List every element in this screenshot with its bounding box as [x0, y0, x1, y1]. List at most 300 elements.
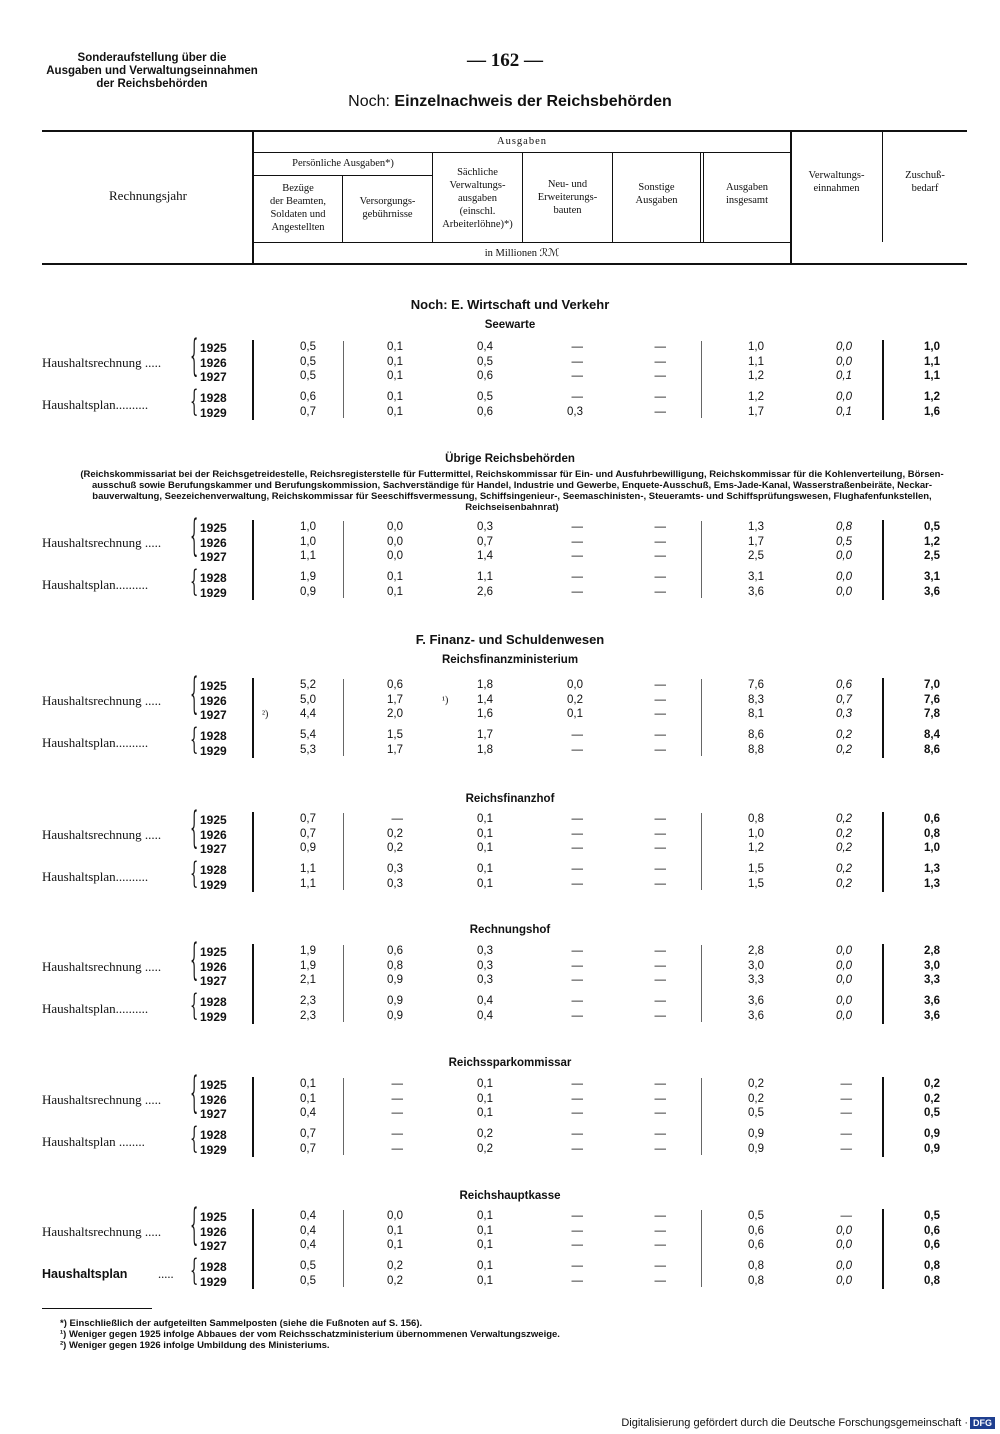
block-rule-left	[252, 340, 254, 420]
block-rule-right	[882, 520, 884, 600]
table-cell: 0,8	[748, 813, 764, 825]
table-cell: 1,0	[300, 535, 316, 548]
table-cell: 1,5	[748, 877, 764, 890]
col-header-insgesamt-l2: insgesamt	[726, 195, 768, 206]
col-header-zuschuss	[883, 169, 967, 195]
table-cell: —	[571, 1224, 583, 1237]
year-label: 1929	[200, 1142, 227, 1157]
block-rule-left	[252, 812, 254, 892]
table-cell: 7,6	[748, 679, 764, 691]
table-cell: 0,2	[836, 743, 852, 756]
table-cell: 0,0	[836, 585, 852, 598]
table-cell: 1,8	[477, 679, 493, 691]
row-label-haushaltsrechnung: Haushaltsrechnung .....	[42, 958, 162, 974]
table-cell: 7,8	[924, 708, 940, 720]
table-cell: —	[840, 1078, 852, 1090]
block-note-line-3: bauverwaltung, Seezeichenverwaltung, Reichskommissar für Seeschiffsvermessung, Schiffsingenieur-, Seemaschinisten-, Steueramts- und Schiffsprüfungswesen, Flughafenfunkstellen,	[92, 491, 932, 502]
col-header-bezuege-l2: der Beamten,	[270, 196, 326, 207]
table-cell: —	[571, 1274, 583, 1287]
table-cell: 2,5	[924, 550, 940, 562]
table-cell: 0,7	[300, 813, 316, 825]
table-cell: 0,5	[300, 355, 316, 368]
year-label: 1929	[200, 877, 227, 892]
table-cell: 1,0	[924, 842, 940, 854]
table-cell: 1,9	[300, 959, 316, 972]
table-cell: 0,5	[924, 1210, 940, 1222]
year-label: 1927	[200, 842, 227, 856]
table-cell: 0,9	[387, 974, 403, 986]
table-cell: 0,1	[836, 405, 852, 418]
table-cell: 0,1	[567, 708, 583, 720]
table-cell: 2,6	[477, 585, 493, 598]
table-cell: 1,0	[748, 827, 764, 840]
table-cell: 2,3	[300, 1009, 316, 1022]
table-cell: —	[654, 1078, 666, 1090]
page-title-text: Einzelnachweis der Reichsbehörden	[394, 93, 672, 110]
year-label: 1925	[200, 1210, 227, 1224]
table-cell: —	[654, 1009, 666, 1022]
table-cell: 0,4	[300, 1239, 316, 1251]
table-cell: 0,9	[924, 1142, 940, 1155]
block-rule-mid	[343, 1210, 344, 1287]
table-cell: —	[654, 995, 666, 1007]
block-title-reichssparkommissar: Reichssparkommissar	[448, 1057, 572, 1069]
table-cell: 1,9	[300, 571, 316, 583]
col-header-versorgung	[343, 195, 432, 221]
table-cell: —	[571, 813, 583, 825]
table-cell: 0,1	[387, 355, 403, 368]
table-cell: —	[654, 743, 666, 756]
table-cell: —	[391, 1128, 403, 1140]
col-header-saechliche-l5: Arbeiterlöhne)*)	[442, 219, 513, 230]
table-cell: 1,0	[300, 521, 316, 533]
block-rule-insg	[701, 813, 702, 890]
table-cell: 0,0	[836, 550, 852, 562]
year-label: 1929	[200, 1274, 227, 1289]
table-cell: 0,1	[477, 1092, 493, 1105]
table-cell: —	[571, 959, 583, 972]
col-header-neubauten-l1: Neu- und	[547, 179, 588, 190]
running-head-line-1: Sonderaufstellung über die	[77, 52, 227, 64]
table-cell: 1,3	[924, 877, 940, 890]
table-cell: 1,2	[924, 535, 940, 548]
table-cell: 0,0	[836, 1239, 852, 1251]
row-label-haushaltsplan: Haushaltsplan..........	[42, 869, 149, 884]
table-cell: 8,6	[924, 743, 940, 756]
table-cell: 1,1	[748, 355, 764, 368]
table-cell: 1,4	[477, 550, 493, 562]
table-cell: 1,7	[477, 729, 493, 741]
table-cell: 1,1	[924, 370, 940, 382]
block-title-rechnungshof: Rechnungshof	[469, 924, 551, 936]
table-cell: —	[571, 1142, 583, 1155]
table-cell: 0,0	[387, 521, 403, 533]
table-cell: 0,8	[748, 1274, 764, 1287]
table-cell: 0,3	[477, 945, 493, 957]
block-rule-left	[252, 1209, 254, 1289]
table-cell: 0,1	[477, 827, 493, 840]
table-cell: —	[654, 341, 666, 353]
table-cell: 0,0	[836, 1224, 852, 1237]
col-header-rechnungsjahr: Rechnungsjahr	[109, 188, 187, 203]
block-rule-insg	[701, 1078, 702, 1155]
table-cell: 1,9	[300, 945, 316, 957]
year-label: 1925	[200, 521, 227, 535]
table-cell: 1,5	[387, 729, 403, 741]
brace-icon: {	[190, 333, 199, 384]
year-label: 1929	[200, 1009, 227, 1024]
table-cell: 1,6	[924, 405, 940, 418]
table-cell: 2,8	[748, 945, 764, 957]
table-cell: 0,3	[477, 959, 493, 972]
table-cell: —	[654, 1274, 666, 1287]
col-header-insgesamt-l1: Ausgaben	[726, 182, 768, 193]
table-cell: 1,1	[924, 355, 940, 368]
table-cell: 0,6	[300, 391, 316, 403]
block-rule-mid	[343, 945, 344, 1022]
table-cell: 0,1	[387, 370, 403, 382]
row-label-haushaltsplan: Haushaltsplan..........	[42, 397, 149, 412]
block-note-line-1: (Reichskommissariat bei der Reichsgetreidestelle, Reichsregisterstelle für Futtermittel, Reichskommissar für Ein- und Ausfuhrbewilligung, Reichskommissar für die Kohlenverteilung, Börsen-	[80, 469, 944, 480]
table-cell: —	[654, 945, 666, 957]
table-cell: —	[571, 842, 583, 854]
row-label-haushaltsrechnung: Haushaltsrechnung .....	[42, 354, 162, 370]
table-cell: 0,6	[748, 1224, 764, 1237]
table-cell: 2,0	[387, 708, 403, 720]
header-bottom-rule	[42, 263, 967, 265]
table-cell: 0,5	[477, 355, 493, 368]
block-title-uebrige: Übrige Reichsbehörden	[445, 453, 575, 465]
table-cell: 0,8	[924, 1260, 940, 1272]
table-cell: 1,1	[477, 571, 493, 583]
table-cell: 0,1	[477, 863, 493, 875]
table-cell: 0,1	[477, 1239, 493, 1251]
table-cell: —	[654, 405, 666, 418]
running-head	[42, 52, 262, 91]
table-cell: 0,2	[387, 1274, 403, 1287]
col-header-neubauten-l3: bauten	[553, 205, 582, 216]
year-label: 1925	[200, 341, 227, 355]
col-header-sonstige-l1: Sonstige	[638, 182, 675, 193]
table-cell: —	[654, 585, 666, 598]
table-cell: 0,4	[477, 341, 493, 353]
year-label: 1925	[200, 945, 227, 959]
table-cell: 0,2	[836, 842, 852, 854]
table-cell: 1,2	[924, 391, 940, 403]
col-header-versorgung-l1: Versorgungs-	[359, 196, 416, 207]
page-title-prefix: Noch:	[348, 93, 390, 110]
year-label: 1926	[200, 355, 227, 370]
table-cell: 0,8	[748, 1260, 764, 1272]
table-cell: 0,9	[300, 585, 316, 598]
row-label-haushaltsplan: Haushaltsplan..........	[42, 1001, 149, 1016]
table-cell: 0,0	[836, 974, 852, 986]
table-cell: 0,1	[477, 877, 493, 890]
table-cell: 0,9	[387, 995, 403, 1007]
block-rule-right	[882, 812, 884, 892]
table-cell: —	[654, 959, 666, 972]
table-cell: —	[571, 370, 583, 382]
table-cell: 0,2	[836, 729, 852, 741]
credit-text: Digitalisierung gefördert durch die Deutsche Forschungsgemeinschaft ·	[621, 1417, 968, 1429]
table-cell: —	[654, 729, 666, 741]
table-cell: 0,7	[300, 1142, 316, 1155]
table-cell: 7,6	[924, 693, 940, 706]
table-cell: —	[571, 550, 583, 562]
table-cell: 0,1	[477, 1224, 493, 1237]
brace-icon: {	[190, 937, 199, 988]
section-heading-f: F. Finanz- und Schuldenwesen	[415, 632, 605, 647]
block-rule-left	[252, 520, 254, 600]
table-cell: —	[571, 1239, 583, 1251]
year-label: 1928	[200, 729, 227, 743]
table-cell: 0,2	[387, 1260, 403, 1272]
table-cell: 0,5	[477, 391, 493, 403]
block-rule-left	[252, 944, 254, 1024]
year-label: 1927	[200, 1107, 227, 1121]
col-header-saechliche-l2: Verwaltungs-	[449, 180, 506, 191]
table-cell: 1,4	[477, 693, 493, 706]
year-label: 1927	[200, 550, 227, 564]
table-cell: 0,2	[387, 842, 403, 854]
col-header-neubauten	[523, 178, 612, 217]
table-cell: 0,7	[836, 693, 852, 706]
year-label: 1925	[200, 1078, 227, 1092]
table-cell: —	[654, 535, 666, 548]
table-cell: 0,4	[300, 1210, 316, 1222]
table-cell: 1,3	[748, 521, 764, 533]
table-cell: 1,6	[477, 708, 493, 720]
table-cell: 0,9	[924, 1128, 940, 1140]
year-label: 1927	[200, 1239, 227, 1253]
table-cell: 0,1	[477, 1078, 493, 1090]
footnote-star: *) Einschließlich der aufgeteilten Sammelposten (siehe die Fußnoten auf S. 156).	[60, 1318, 423, 1329]
row-label-haushaltsrechnung: Haushaltsrechnung .....	[42, 826, 162, 842]
table-cell: —	[571, 1009, 583, 1022]
unit-rule	[254, 242, 790, 243]
table-cell: 0,6	[924, 1224, 940, 1237]
table-cell: 0,1	[477, 842, 493, 854]
table-cell: 0,4	[300, 1107, 316, 1119]
table-cell: 0,1	[387, 405, 403, 418]
footnote-2: ²) Weniger gegen 1926 infolge Umbildung des Ministeriums.	[60, 1340, 330, 1351]
table-cell: 0,2	[836, 813, 852, 825]
table-cell: —	[654, 1107, 666, 1119]
col-header-sonstige-l2: Ausgaben	[635, 195, 678, 206]
table-cell: 0,1	[387, 391, 403, 403]
brace-icon: {	[190, 385, 199, 421]
col-header-bezuege-l4: Angestellten	[271, 222, 325, 233]
table-cell: 8,6	[748, 729, 764, 741]
table-cell: —	[571, 1078, 583, 1090]
table-cell: 0,0	[836, 341, 852, 353]
table-cell: 0,4	[477, 995, 493, 1007]
block-title-seewarte: Seewarte	[484, 319, 536, 331]
col-header-zuschuss-l1: Zuschuß-	[905, 170, 945, 181]
table-cell: 3,6	[924, 1009, 940, 1022]
table-cell: 3,3	[748, 974, 764, 986]
table-cell: 3,3	[924, 974, 940, 986]
brace-icon: {	[190, 1254, 199, 1290]
table-cell: —	[654, 1260, 666, 1272]
table-cell: 0,0	[387, 535, 403, 548]
brace-icon: {	[190, 723, 199, 759]
table-cell: 0,8	[387, 959, 403, 972]
table-cell: —	[840, 1092, 852, 1105]
block-rule-mid	[343, 341, 344, 418]
table-cell: 0,9	[300, 842, 316, 854]
block-rule-mid	[343, 813, 344, 890]
table-cell: 4,4	[300, 708, 316, 720]
table-cell: 0,0	[836, 391, 852, 403]
table-cell: 0,8	[924, 827, 940, 840]
table-cell: 0,6	[924, 1239, 940, 1251]
block-rule-left	[252, 678, 254, 758]
table-cell: 8,8	[748, 743, 764, 756]
table-cell: 5,4	[300, 729, 316, 741]
year-label: 1925	[200, 813, 227, 827]
block-rule-insg	[701, 341, 702, 418]
col-divider-5a	[700, 153, 701, 242]
table-cell: —	[654, 571, 666, 583]
table-cell: 0,3	[387, 877, 403, 890]
block-rule-mid	[343, 679, 344, 756]
table-cell: 0,1	[387, 585, 403, 598]
brace-icon: {	[190, 1202, 199, 1253]
table-cell: 0,7	[300, 1128, 316, 1140]
table-cell: —	[571, 1128, 583, 1140]
table-cell: 3,1	[748, 571, 764, 583]
row-label-haushaltsplan-text: Haushaltsplan	[42, 1267, 128, 1281]
table-cell: —	[654, 1224, 666, 1237]
table-cell: 0,5	[836, 535, 852, 548]
table-cell: —	[571, 863, 583, 875]
table-cell: —	[654, 974, 666, 986]
row-label-haushaltsrechnung: Haushaltsrechnung .....	[42, 1091, 162, 1107]
table-cell: —	[571, 571, 583, 583]
table-cell: —	[654, 550, 666, 562]
table-cell: 3,1	[924, 571, 940, 583]
table-cell: —	[571, 974, 583, 986]
table-cell: 0,0	[836, 959, 852, 972]
table-cell: 0,9	[387, 1009, 403, 1022]
table-cell: —	[654, 1128, 666, 1140]
footnote-marker-1: ¹)	[442, 695, 449, 706]
col-divider-6	[790, 131, 792, 264]
table-cell: 0,3	[477, 521, 493, 533]
table-cell: 0,8	[836, 521, 852, 533]
table-cell: 0,0	[836, 1009, 852, 1022]
table-cell: 3,0	[748, 959, 764, 972]
table-cell: —	[391, 813, 403, 825]
block-title-reichshauptkasse: Reichshauptkasse	[459, 1190, 561, 1202]
table-cell: 0,6	[477, 405, 493, 418]
col-header-versorgung-l2: gebührnisse	[362, 209, 413, 220]
block-rule-insg	[701, 945, 702, 1022]
table-cell: —	[654, 813, 666, 825]
table-cell: 0,0	[836, 945, 852, 957]
table-cell: 0,1	[477, 1274, 493, 1287]
col-header-verwaltung-l2: einnahmen	[813, 183, 860, 194]
table-cell: 0,7	[300, 405, 316, 418]
table-cell: —	[654, 1210, 666, 1222]
table-cell: 0,2	[836, 877, 852, 890]
table-cell: 7,0	[924, 679, 940, 691]
table-cell: —	[571, 743, 583, 756]
year-label: 1926	[200, 693, 227, 708]
table-cell: —	[571, 729, 583, 741]
block-rule-right	[882, 340, 884, 420]
table-cell: 0,3	[836, 708, 852, 720]
table-cell: 1,7	[387, 743, 403, 756]
table-cell: 1,8	[477, 743, 493, 756]
col-header-zuschuss-l2: bedarf	[911, 183, 939, 194]
table-cell: 0,7	[300, 827, 316, 840]
table-cell: 0,5	[924, 1107, 940, 1119]
table-cell: 0,2	[924, 1092, 940, 1105]
table-cell: 0,4	[477, 1009, 493, 1022]
year-label: 1927	[200, 370, 227, 384]
table-cell: 0,1	[300, 1092, 316, 1105]
table-cell: 0,2	[924, 1078, 940, 1090]
year-label: 1928	[200, 1128, 227, 1142]
table-cell: 0,2	[836, 827, 852, 840]
col-header-bezuege	[254, 182, 342, 234]
table-cell: —	[571, 391, 583, 403]
table-cell: 3,6	[924, 995, 940, 1007]
persoenliche-rule	[254, 175, 432, 176]
table-cell: 0,8	[924, 1274, 940, 1287]
year-label: 1926	[200, 1224, 227, 1239]
table-cell: 0,1	[387, 1224, 403, 1237]
table-cell: 0,7	[477, 535, 493, 548]
table-cell: 0,2	[836, 863, 852, 875]
year-label: 1926	[200, 959, 227, 974]
block-rule-mid	[343, 1078, 344, 1155]
year-label: 1928	[200, 863, 227, 877]
table-cell: 5,3	[300, 743, 316, 756]
table-cell: 0,5	[748, 1210, 764, 1222]
table-cell: —	[571, 585, 583, 598]
table-cell: 0,9	[748, 1142, 764, 1155]
table-cell: 0,5	[924, 521, 940, 533]
header-top-rule	[42, 130, 967, 132]
table-cell: 2,3	[300, 995, 316, 1007]
block-title-reichsfinanzhof: Reichsfinanzhof	[465, 793, 555, 805]
row-label-haushaltsplan	[42, 1267, 194, 1281]
block-note-uebrige	[42, 469, 982, 513]
table-cell: 1,3	[924, 863, 940, 875]
year-label: 1928	[200, 391, 227, 405]
table-cell: 1,2	[748, 391, 764, 403]
table-cell: —	[391, 1107, 403, 1119]
table-cell: 3,6	[748, 995, 764, 1007]
col-header-bezuege-l1: Bezüge	[282, 183, 314, 194]
table-cell: 0,6	[924, 813, 940, 825]
year-label: 1928	[200, 571, 227, 585]
table-cell: 0,0	[836, 1274, 852, 1287]
block-rule-insg	[701, 1210, 702, 1287]
col-header-ausgaben: Ausgaben	[497, 136, 547, 147]
table-cell: 0,0	[836, 1260, 852, 1272]
table-cell: —	[571, 1107, 583, 1119]
table-cell: 0,1	[387, 571, 403, 583]
table-cell: 1,7	[748, 535, 764, 548]
table-cell: 0,2	[387, 827, 403, 840]
table-cell: 8,3	[748, 693, 764, 706]
table-cell: 1,2	[748, 842, 764, 854]
row-label-haushaltsplan: Haushaltsplan ........	[42, 1134, 145, 1149]
